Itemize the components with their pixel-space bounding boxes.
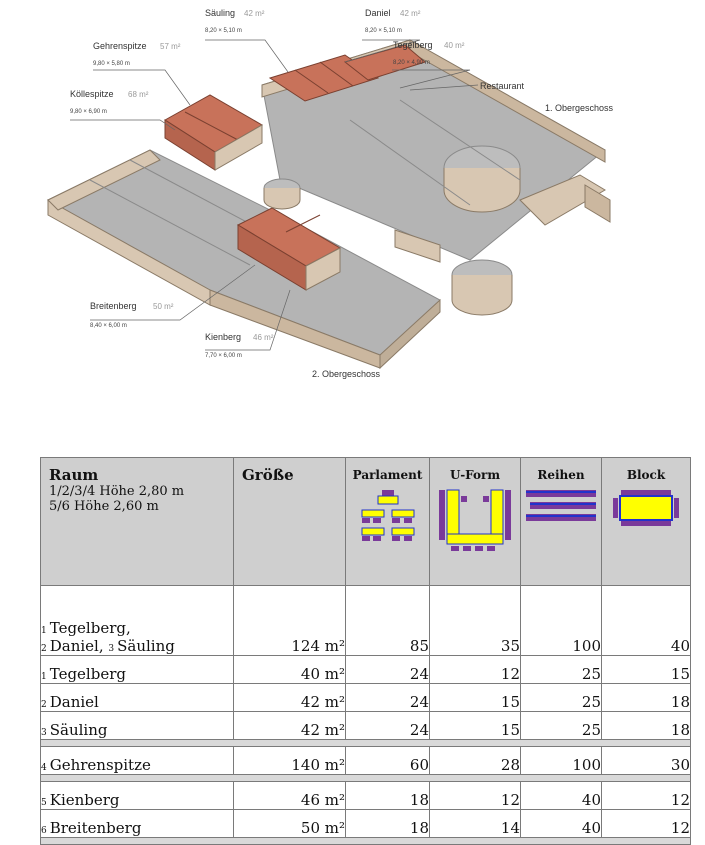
u-form-cell: 15 [430, 712, 521, 740]
header-reihen [521, 458, 602, 586]
table-header-row [41, 458, 691, 586]
parlament-cell: 18 [346, 782, 430, 810]
block-cell: 30 [602, 747, 691, 775]
u-form-cell: 14 [430, 810, 521, 838]
size-cell: 124 m² [234, 586, 346, 656]
reihen-seating-icon [524, 488, 598, 526]
reihen-cell: 40 [521, 810, 602, 838]
size-cell: 42 m² [234, 712, 346, 740]
table-row [41, 747, 691, 775]
capacity-table [40, 457, 691, 845]
reihen-cell: 25 [521, 712, 602, 740]
size-cell: 40 m² [234, 656, 346, 684]
room-label-tegelberg: Tegelberg [393, 40, 433, 50]
parlament-cell: 60 [346, 747, 430, 775]
room-area-gehrenspitze: 57 m² [160, 42, 181, 51]
header-block-label: Block [626, 468, 666, 482]
room-cell: 2 Daniel [41, 684, 234, 712]
table-separator [41, 775, 691, 782]
u-form-cell: 12 [430, 656, 521, 684]
size-cell: 140 m² [234, 747, 346, 775]
floor-plan-illustration [0, 0, 705, 400]
parlament-seating-icon [358, 488, 418, 550]
header-raum-title: Raum [49, 466, 99, 484]
room-area-kienberg: 46 m² [253, 333, 274, 342]
room-dims-tegelberg: 8,20 × 4,90 m [393, 60, 430, 66]
room-label-kienberg: Kienberg [205, 332, 242, 342]
header-reihen-label: Reihen [537, 468, 585, 482]
block-cell: 18 [602, 712, 691, 740]
parlament-cell: 24 [346, 656, 430, 684]
room-dims-kienberg: 7,70 × 6,00 m [205, 353, 242, 359]
room-label-gehrenspitze: Gehrenspitze [93, 41, 147, 51]
reihen-cell: 100 [521, 747, 602, 775]
room-dims-gehrenspitze: 9,80 × 5,80 m [93, 61, 130, 67]
floor-label-1og: 1. Obergeschoss [545, 103, 614, 113]
room-area-sauling: 42 m² [244, 9, 265, 18]
block-cell: 18 [602, 684, 691, 712]
block-cell: 15 [602, 656, 691, 684]
u-form-cell: 15 [430, 684, 521, 712]
u-form-cell: 35 [430, 586, 521, 656]
reihen-cell: 40 [521, 782, 602, 810]
room-cell: 6 Breitenberg [41, 810, 234, 838]
room-cell: 3 Säuling [41, 712, 234, 740]
room-dims-breitenberg: 8,40 × 6,00 m [90, 323, 127, 329]
header-parlament-label: Parlament [352, 468, 423, 482]
room-area-tegelberg: 40 m² [444, 41, 465, 50]
floor-label-2og: 2. Obergeschoss [312, 369, 381, 379]
table-row [41, 684, 691, 712]
u-form-seating-icon [437, 488, 513, 554]
header-raum-height-2: 5/6 Höhe 2,60 m [49, 499, 159, 514]
parlament-cell: 24 [346, 684, 430, 712]
table-row [41, 712, 691, 740]
table-row [41, 782, 691, 810]
header-u-form [430, 458, 521, 586]
size-cell: 42 m² [234, 684, 346, 712]
room-dims-sauling: 8,20 × 5,10 m [205, 28, 242, 34]
table-separator [41, 740, 691, 747]
header-u-form-label: U-Form [449, 468, 501, 482]
table-row [41, 810, 691, 838]
upper-floor [262, 40, 610, 260]
header-raum [41, 458, 234, 586]
room-area-daniel: 42 m² [400, 9, 421, 18]
size-cell: 46 m² [234, 782, 346, 810]
room-cell: 5 Kienberg [41, 782, 234, 810]
header-raum-height-1: 1/2/3/4 Höhe 2,80 m [49, 484, 185, 499]
size-cell: 50 m² [234, 810, 346, 838]
reihen-cell: 25 [521, 684, 602, 712]
room-dims-daniel: 8,20 × 5,10 m [365, 28, 402, 34]
room-label-breitenberg: Breitenberg [90, 301, 137, 311]
reihen-cell: 100 [521, 586, 602, 656]
room-dims-kollespitze: 9,80 × 6,90 m [70, 109, 107, 115]
header-size: Größe [234, 458, 346, 586]
table-row [41, 586, 691, 656]
parlament-cell: 24 [346, 712, 430, 740]
block-cell: 12 [602, 810, 691, 838]
restaurant-label: Restaurant [480, 81, 525, 91]
block-seating-icon [611, 488, 681, 528]
block-cell: 12 [602, 782, 691, 810]
parlament-cell: 18 [346, 810, 430, 838]
room-cell: 1 Tegelberg [41, 656, 234, 684]
parlament-cell: 85 [346, 586, 430, 656]
u-form-cell: 28 [430, 747, 521, 775]
gehrenspitze-wing [165, 95, 262, 170]
header-parlament [346, 458, 430, 586]
reihen-cell: 25 [521, 656, 602, 684]
room-label-kollespitze: Köllespitze [70, 89, 114, 99]
u-form-cell: 12 [430, 782, 521, 810]
block-cell: 40 [602, 586, 691, 656]
table-separator [41, 838, 691, 845]
room-area-kollespitze: 68 m² [128, 90, 149, 99]
room-cell: 4 Gehrenspitze [41, 747, 234, 775]
room-area-breitenberg: 50 m² [153, 302, 174, 311]
header-block [602, 458, 691, 586]
room-label-daniel: Daniel [365, 8, 391, 18]
table-row [41, 656, 691, 684]
room-cell: 1 Tegelberg, 2 Daniel, 3 Säuling [41, 586, 234, 656]
room-label-sauling: Säuling [205, 8, 236, 18]
